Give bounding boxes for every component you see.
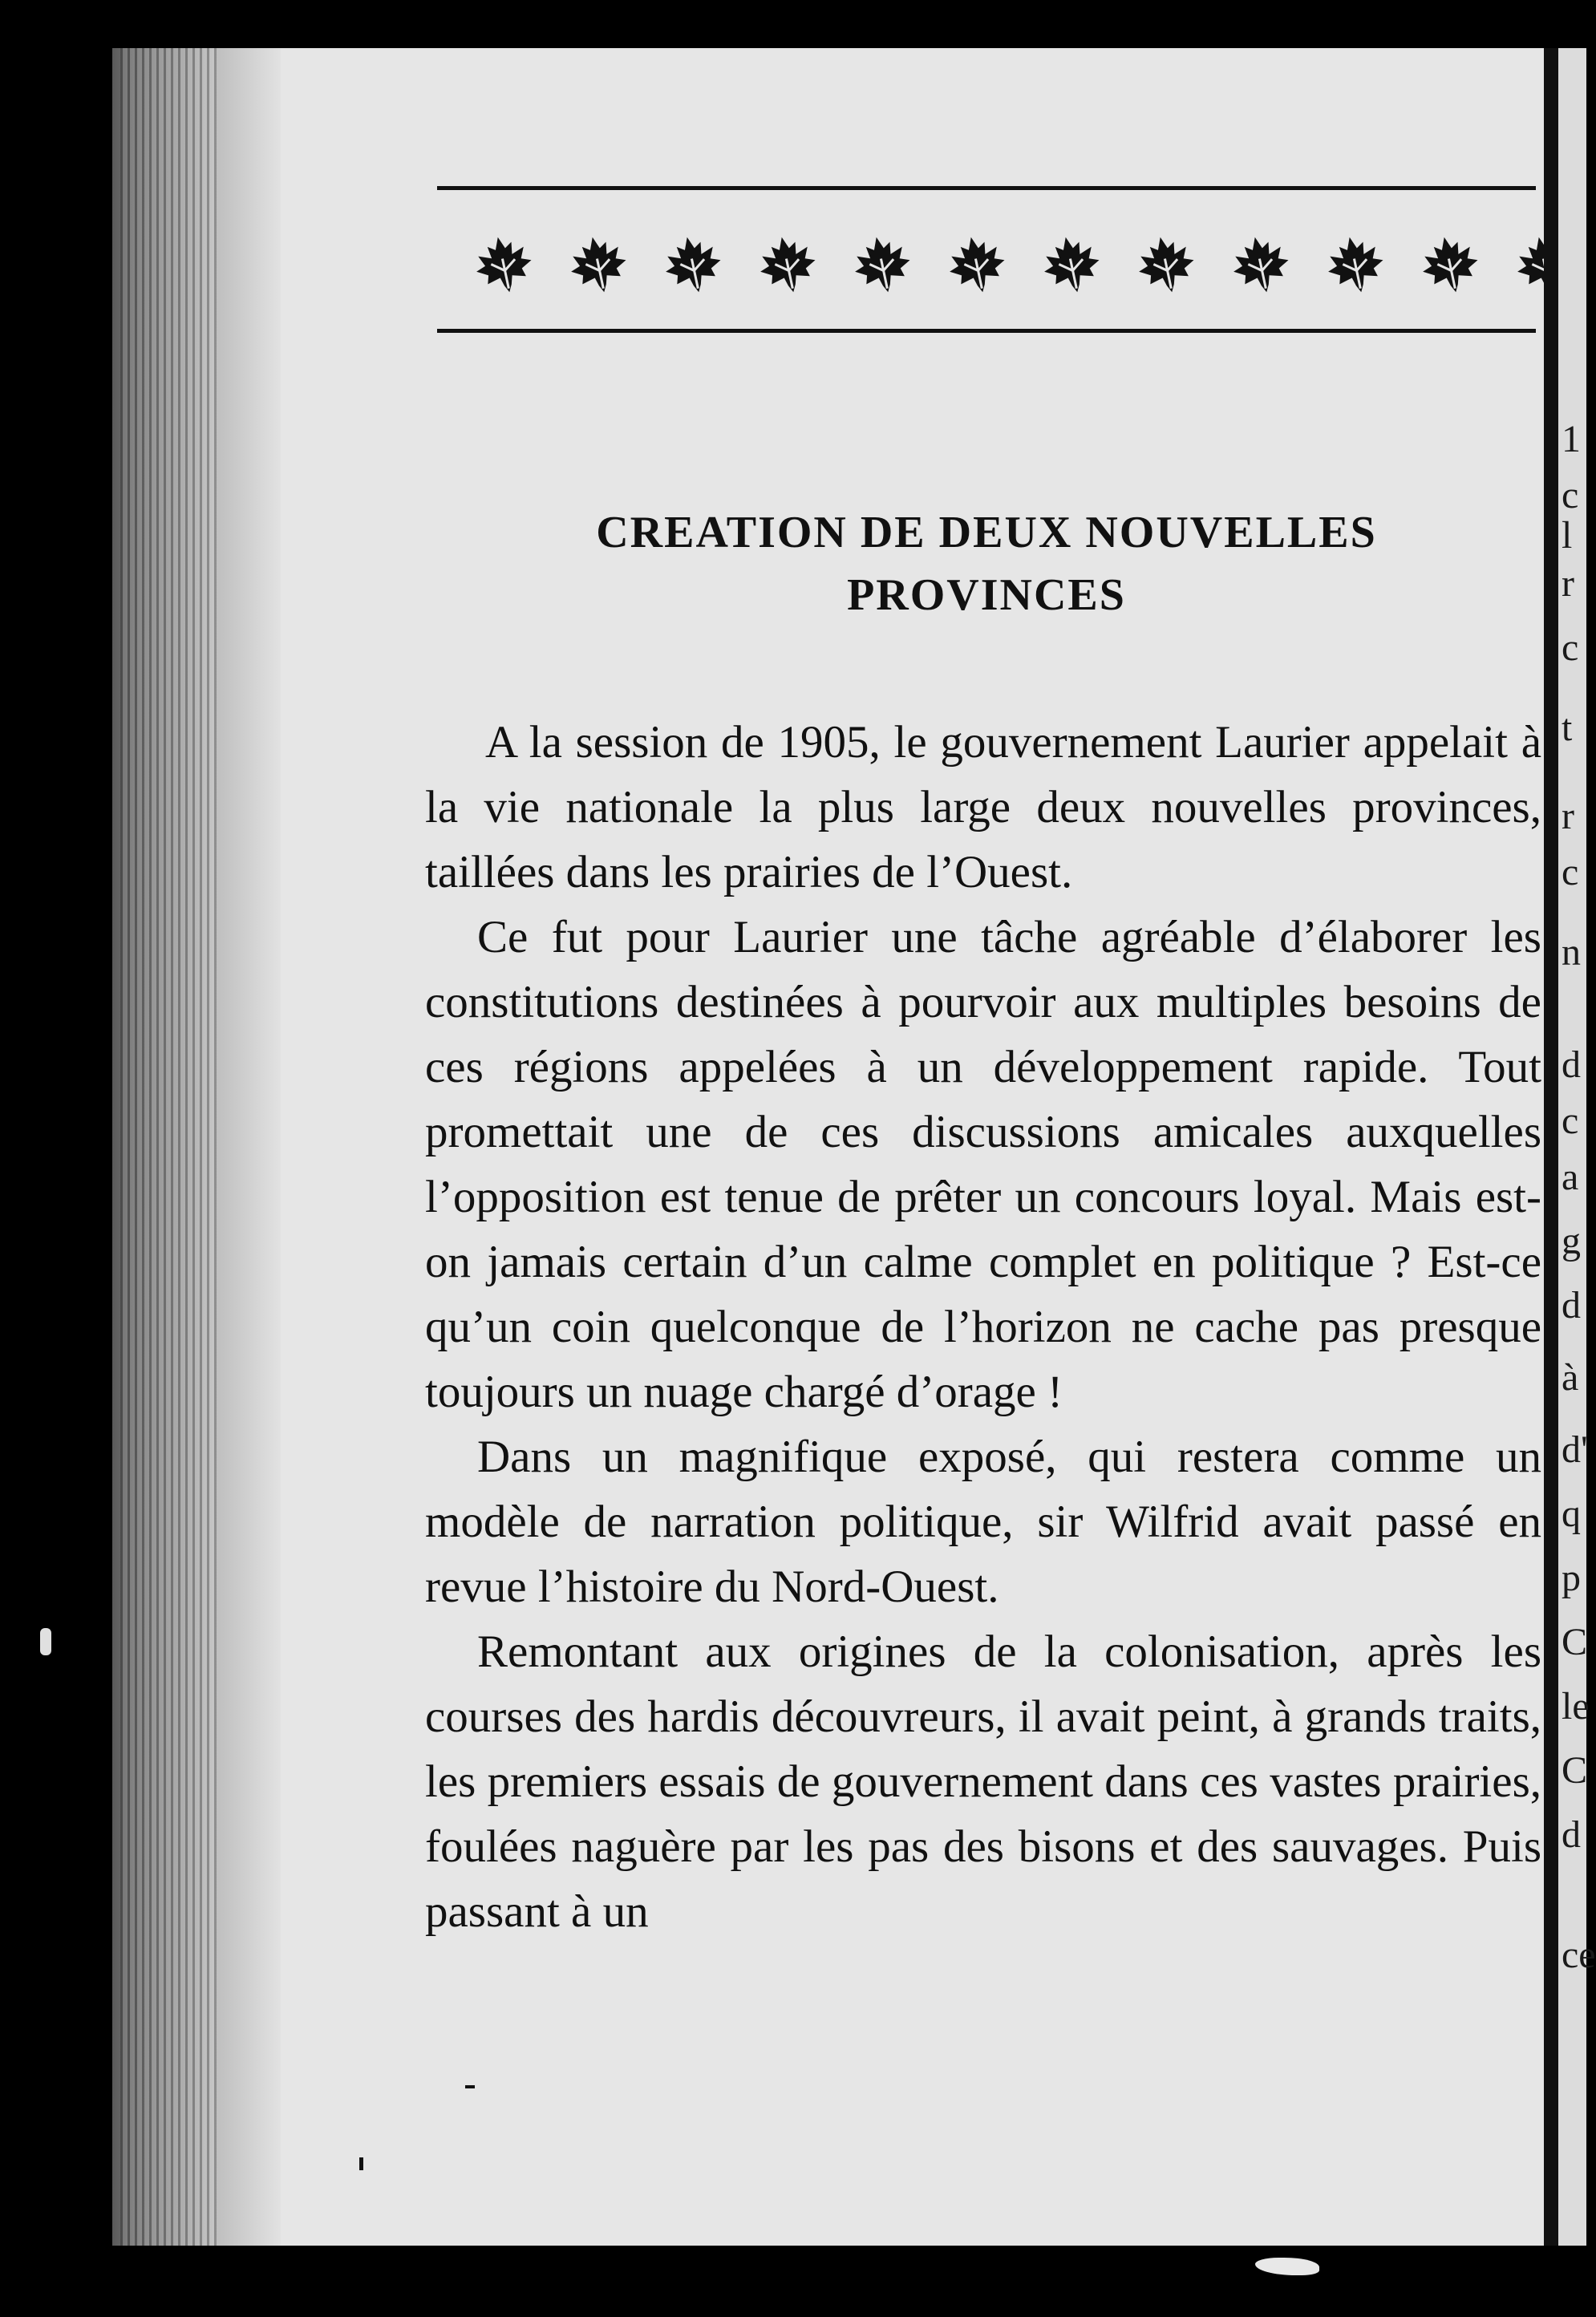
paragraph-2: Ce fut pour Laurier une tâche agréable d’élaborer les constitutions destinées à pourvoir aux multiples besoins de ces régions appelées à un développement rapide. Tout promettait une de ces discussions amicales auxquelles l’opposition est tenue de prêter un concours loyal. Mais est-on jamais certain d’un calme complet en politique ? Est-ce qu’un coin quelconque de l’horizon ne cache pas presque toujours un nuage chargé d’orage ! <box>425 912 1541 1417</box>
bottom-rule <box>437 329 1536 333</box>
paragraph-4: Remontant aux origines de la colonisation, après les courses des hardis découvreurs, il avait peint, à grands traits, les premiers essais de gouvernement dans ces vastes prairies, foulées naguère par les pas des bisons et des sauvages. Puis passant à un <box>425 1626 1541 1937</box>
body-text <box>425 710 1541 1944</box>
maple-leaf-icon <box>662 234 723 295</box>
maple-leaf-icon <box>568 234 629 295</box>
chapter-title-line-1: CREATION DE DEUX NOUVELLES <box>596 508 1377 557</box>
next-page-fragment: l <box>1562 514 1573 557</box>
next-page-fragment: 1 <box>1562 418 1581 460</box>
next-page-fragment: a <box>1562 1156 1579 1198</box>
next-page-fragment: p <box>1562 1557 1581 1599</box>
chapter-title <box>433 501 1540 626</box>
next-page-fragment: g <box>1562 1220 1581 1262</box>
next-page-fragment: r <box>1562 795 1574 837</box>
next-page-fragment: à <box>1562 1356 1579 1399</box>
scan-speck <box>465 2085 475 2088</box>
next-page-fragment: d <box>1562 1284 1581 1327</box>
next-page-fragment: C <box>1562 1749 1588 1792</box>
next-page-fragment: d <box>1562 1813 1581 1856</box>
maple-leaf-icon <box>1230 234 1291 295</box>
paper-scrap <box>1255 2258 1319 2275</box>
next-page-fragment: n <box>1562 931 1581 974</box>
maple-leaf-icon <box>852 234 913 295</box>
maple-leaf-icon <box>1136 234 1197 295</box>
next-page-fragment: d' <box>1562 1428 1588 1471</box>
maple-leaf-icon <box>1325 234 1386 295</box>
maple-leaf-icon <box>1041 234 1102 295</box>
next-page-fragment: C <box>1562 1621 1588 1663</box>
next-page-fragment: c <box>1562 1100 1579 1142</box>
next-page-strip <box>1558 48 1596 2246</box>
next-page-fragment: le <box>1562 1685 1590 1728</box>
next-page-fragment: c <box>1562 626 1579 669</box>
scan-speck <box>359 2157 363 2170</box>
maple-leaf-icon <box>946 234 1007 295</box>
maple-leaf-icon <box>473 234 534 295</box>
next-page-fragment: c <box>1562 851 1579 893</box>
paragraph-1: A la session de 1905, le gouvernement Laurier appelait à la vie nationale la plus large deux nouvelles provinces, taillées dans les prairies de l’Ouest. <box>425 717 1541 897</box>
next-page-fragment: ce <box>1562 1934 1596 1976</box>
maple-leaf-ornament-row <box>473 229 1548 301</box>
paragraph-3: Dans un magnifique exposé, qui restera comme un modèle de narration politique, sir Wilfrid avait passé en revue l’histoire du Nord-Ouest. <box>425 1432 1541 1612</box>
top-rule <box>437 186 1536 190</box>
next-page-fragment: t <box>1562 707 1573 749</box>
maple-leaf-icon <box>757 234 818 295</box>
scan-speck <box>40 1628 51 1655</box>
next-page-fragment: d <box>1562 1043 1581 1086</box>
gutter-page-edges <box>120 48 217 2246</box>
next-page-fragment: r <box>1562 562 1574 605</box>
next-page-fragment: q <box>1562 1493 1581 1535</box>
chapter-title-line-2: PROVINCES <box>847 570 1126 620</box>
maple-leaf-icon <box>1420 234 1481 295</box>
next-page-fragment: c <box>1562 474 1579 516</box>
page-edge-shadow <box>1544 48 1558 2246</box>
